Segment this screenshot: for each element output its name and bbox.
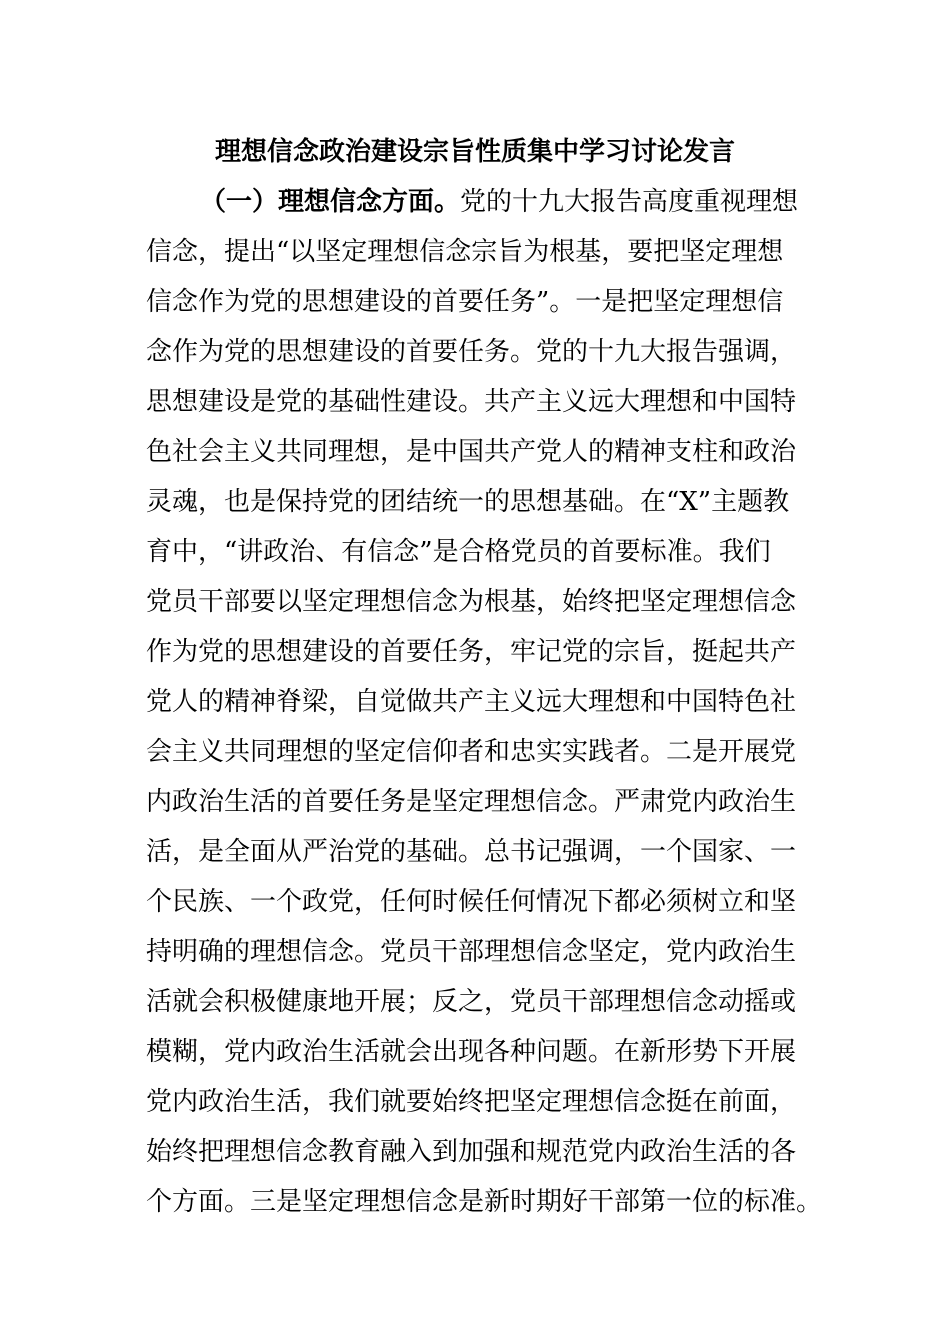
paragraph-line: 模糊，党内政治生活就会出现各种问题。在新形势下开展 — [146, 1037, 797, 1067]
paragraph-line: 持明确的理想信念。党员干部理想信念坚定，党内政治生 — [146, 937, 797, 967]
paragraph-line: 内政治生活的首要任务是坚定理想信念。严肃党内政治生 — [146, 787, 797, 817]
paragraph-line: 灵魂，也是保持党的团结统一的思想基础。在“X”主题教 — [146, 487, 790, 517]
paragraph-line: 党人的精神脊梁，自觉做共产主义远大理想和中国特色社 — [146, 687, 797, 717]
paragraph-line: 色社会主义共同理想，是中国共产党人的精神支柱和政治 — [146, 437, 797, 467]
paragraph-line: 党内政治生活，我们就要始终把坚定理想信念挺在前面， — [146, 1087, 797, 1117]
document-title: 理想信念政治建设宗旨性质集中学习讨论发言 — [214, 137, 735, 167]
paragraph-line: 始终把理想信念教育融入到加强和规范党内政治生活的各 — [146, 1137, 797, 1167]
paragraph-line: 作为党的思想建设的首要任务，牢记党的宗旨，挺起共产 — [146, 637, 797, 667]
paragraph-line: 信念，提出“以坚定理想信念宗旨为根基，要把坚定理想 — [146, 237, 784, 267]
paragraph-line: 活就会积极健康地开展；反之，党员干部理想信念动摇或 — [146, 987, 797, 1017]
section-heading: （一）理想信念方面。 — [200, 187, 461, 217]
paragraph-line: 党员干部要以坚定理想信念为根基，始终把坚定理想信念 — [146, 587, 797, 617]
paragraph-line: 思想建设是党的基础性建设。共产主义远大理想和中国特 — [146, 387, 797, 417]
paragraph-line: 会主义共同理想的坚定信仰者和忠实实践者。二是开展党 — [146, 737, 797, 767]
paragraph-line-1-text: 党的十九大报告高度重视理想 — [460, 187, 799, 217]
paragraph-line: 念作为党的思想建设的首要任务。党的十九大报告强调， — [146, 337, 797, 367]
paragraph-line: 信念作为党的思想建设的首要任务”。一是把坚定理想信 — [146, 287, 784, 317]
paragraph-line: 育中，“讲政治、有信念”是合格党员的首要标准。我们 — [146, 537, 771, 567]
paragraph-line: 个民族、一个政党，任何时候任何情况下都必须树立和坚 — [146, 887, 797, 917]
paragraph-line: 个方面。三是坚定理想信念是新时期好干部第一位的标准。 — [146, 1187, 823, 1217]
paragraph-line-1 — [200, 182, 798, 222]
paragraph-line: 活，是全面从严治党的基础。总书记强调，一个国家、一 — [146, 837, 797, 867]
